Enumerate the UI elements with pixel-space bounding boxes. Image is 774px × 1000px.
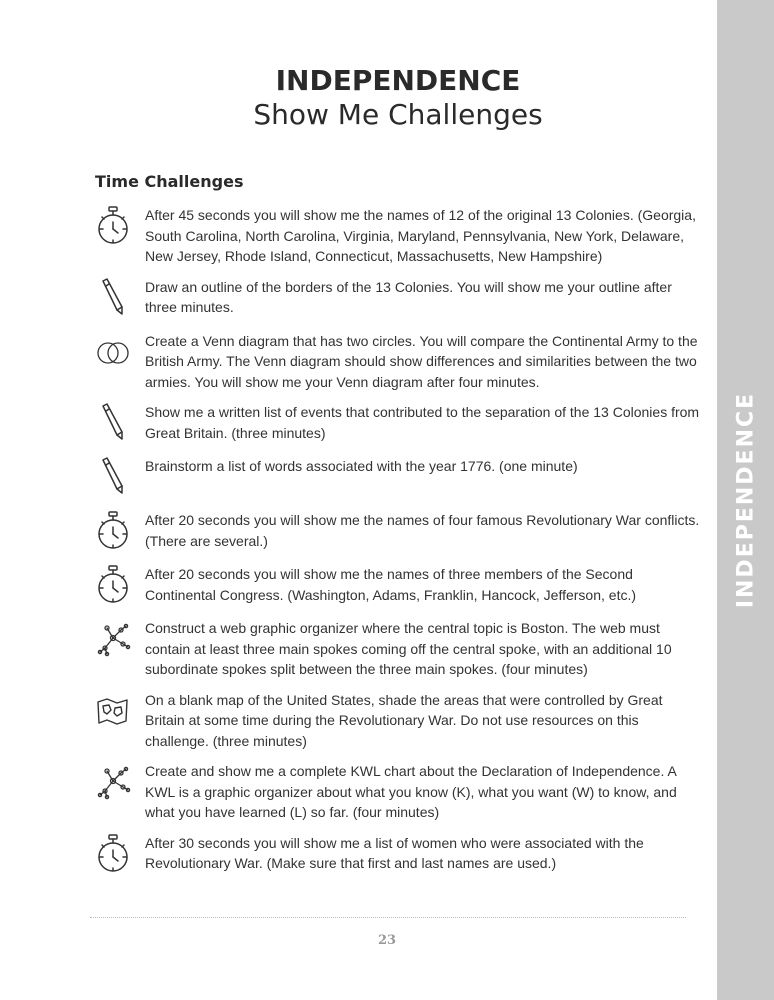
challenge-item xyxy=(92,205,704,267)
challenge-text: Create and show me a complete KWL chart about the Declaration of Independence. A KWL is a graphic organizer about what you know (K), what you want (W) to know, and what you have learned (L) so far. (four minutes) xyxy=(145,763,677,820)
challenge-text: After 45 seconds you will show me the names of 12 of the original 13 Colonies. (Georgia, South Carolina, North Carolina, Virginia, Maryland, Pennsylvania, New York, Delaware, New Jersey, Rhode Island, Connecticut, Massachusetts, New Hampshire) xyxy=(145,207,696,264)
challenge-item xyxy=(92,456,704,500)
challenge-item xyxy=(92,277,704,321)
challenge-text: After 20 seconds you will show me the names of four famous Revolutionary War conflicts. (There are several.) xyxy=(145,512,700,549)
challenge-text: After 20 seconds you will show me the names of three members of the Second Continental Congress. (Washington, Adams, Franklin, Hancock, Jefferson, etc.) xyxy=(145,566,637,603)
map-icon xyxy=(92,690,134,734)
challenge-text: Create a Venn diagram that has two circles. You will compare the Continental Army to the British Army. The Venn diagram should show differences and similarities between the two armies. You will show me your Venn diagram after four minutes. xyxy=(145,332,698,390)
challenge-text: Brainstorm a list of words associated with the year 1776. (one minute) xyxy=(145,458,578,474)
challenge-item xyxy=(92,510,704,554)
challenge-item xyxy=(92,564,704,608)
pencil-icon xyxy=(92,277,134,321)
title-block xyxy=(0,64,774,132)
challenge-text: Show me a written list of events that contributed to the separation of the 13 Colonies from Great Britain. (three minutes) xyxy=(145,404,700,441)
challenge-text: Draw an outline of the borders of the 13 Colonies. You will show me your outline after three minutes. xyxy=(145,278,672,315)
challenge-item xyxy=(92,618,704,680)
side-tab xyxy=(717,0,774,1000)
pencil-icon xyxy=(92,456,134,500)
challenge-item xyxy=(92,833,704,877)
section-heading: Time Challenges xyxy=(95,172,244,191)
web-organizer-icon xyxy=(92,761,134,805)
page-title: INDEPENDENCE xyxy=(275,64,521,97)
web-organizer-icon xyxy=(92,618,134,662)
stopwatch-icon xyxy=(92,205,134,249)
challenge-item xyxy=(92,331,704,393)
footer-divider xyxy=(90,917,686,918)
challenge-text: After 30 seconds you will show me a list of women who were associated with the Revolutionary War. (Make sure that first and last names are used.) xyxy=(145,834,644,871)
stopwatch-icon xyxy=(92,833,134,877)
stopwatch-icon xyxy=(92,564,134,608)
challenge-item xyxy=(92,690,704,752)
challenge-text: On a blank map of the United States, shade the areas that were controlled by Great Britain at some time during the Revolutionary War. Do not use resources on this challenge. (three minutes) xyxy=(145,691,663,749)
page-subtitle: Show Me Challenges xyxy=(253,98,543,131)
page-number: 23 xyxy=(377,933,397,948)
challenge-list xyxy=(92,205,704,887)
challenge-item xyxy=(92,761,704,823)
stopwatch-icon xyxy=(92,510,134,554)
venn-diagram-icon xyxy=(92,331,134,375)
challenge-text: Construct a web graphic organizer where the central topic is Boston. The web must contain at least three main spokes coming off the central spoke, with an additional 10 subordinate spokes split between the three main spokes. (four minutes) xyxy=(145,620,672,677)
challenge-item xyxy=(92,402,704,446)
pencil-icon xyxy=(92,402,134,446)
side-tab-label: INDEPENDENCE xyxy=(733,391,758,609)
